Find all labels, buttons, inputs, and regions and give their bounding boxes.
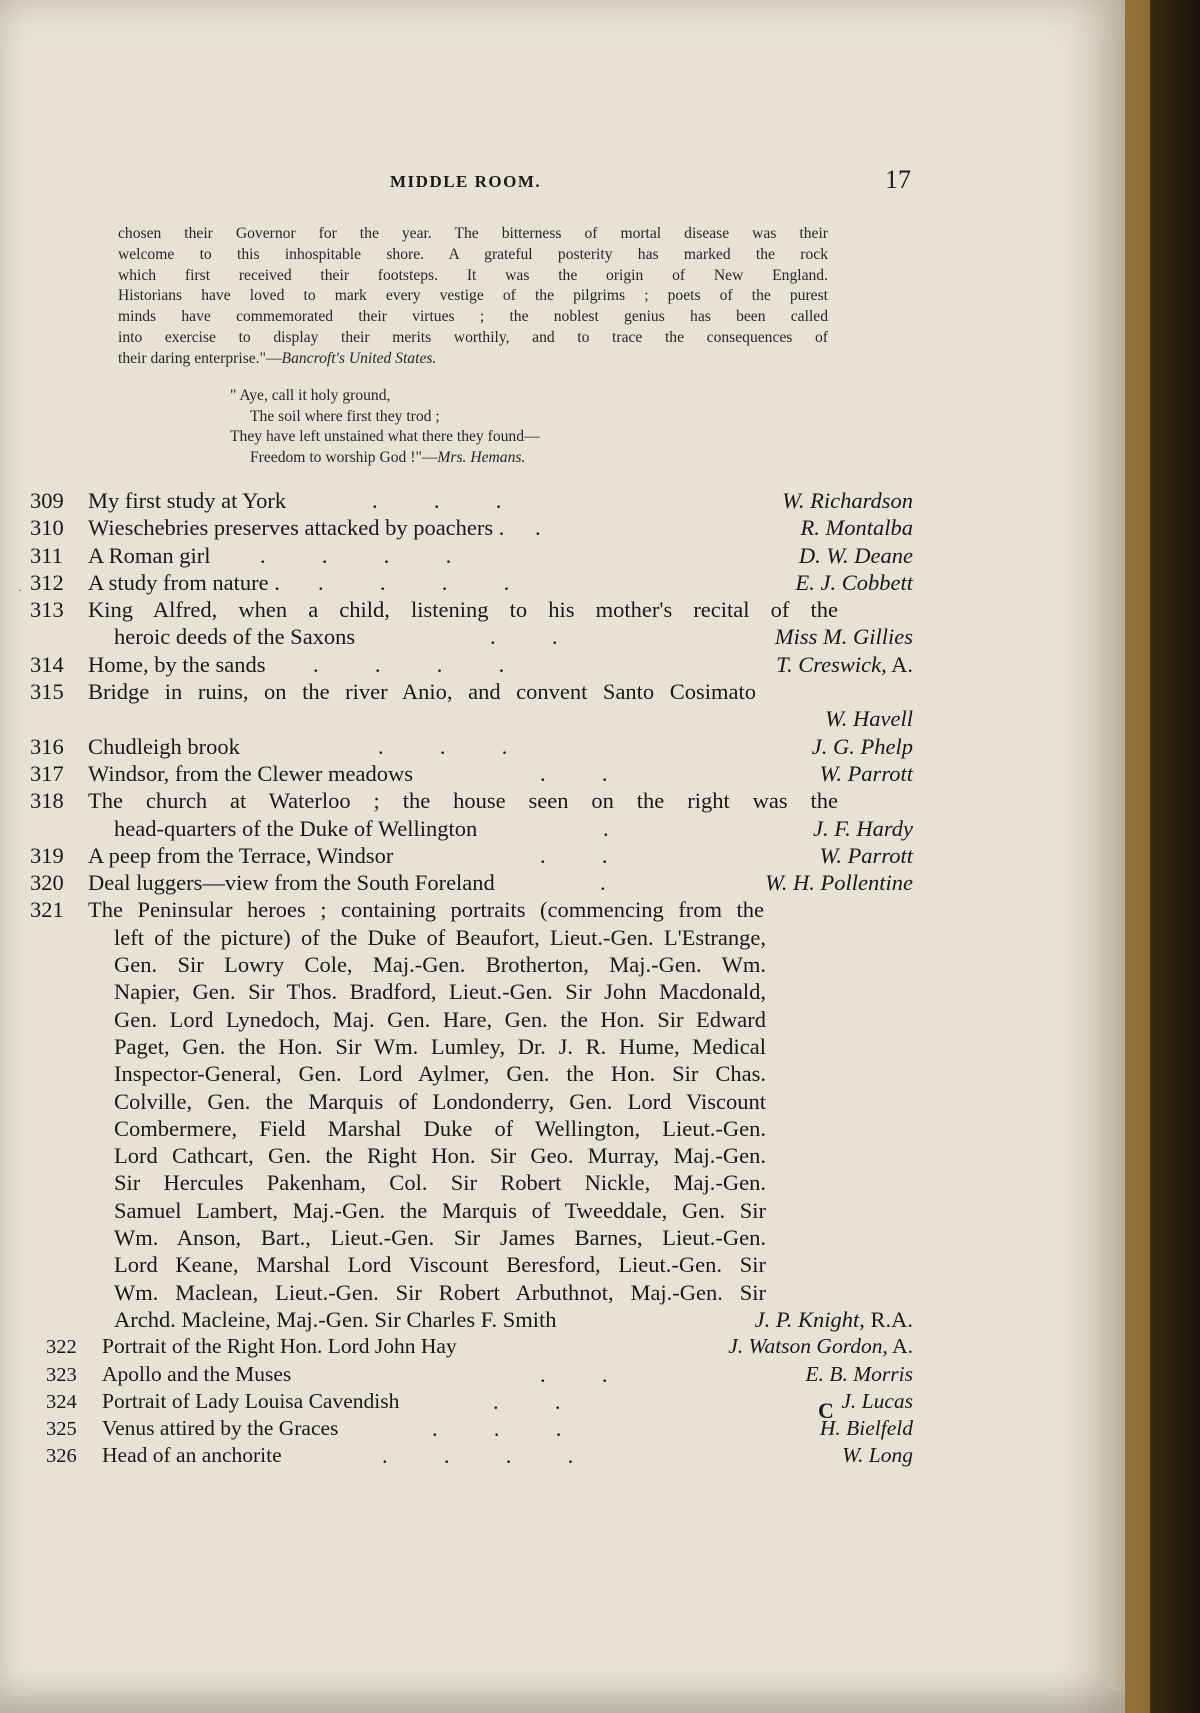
catalogue-entries [0, 488, 1125, 1471]
artist-name-text: R. Montalba [800, 515, 913, 541]
artist-name-text: W. Parrott [819, 760, 913, 786]
entry-title-line: Combermere, Field Marshal Duke of Wellington, Lieut.-Gen. [114, 1115, 766, 1141]
artist-name-text: W. Havell [825, 706, 913, 732]
entry-title-line: Gen. Lord Lynedoch, Maj. Gen. Hare, Gen. the Hon. Sir Edward [114, 1006, 766, 1032]
verse-line: They have left unstained what there they found— [230, 428, 540, 446]
artist-honorific: R.A. [864, 1306, 913, 1332]
artist-name [841, 1389, 913, 1414]
quote-source: Bancroft's United States. [281, 349, 437, 367]
artist-name-text: J. F. Hardy [813, 815, 913, 841]
catalogue-entry [0, 1362, 1125, 1389]
catalogue-entry [0, 679, 1125, 734]
margin-mark: · [18, 583, 22, 597]
quote-line: which first received their footsteps. It was the origin of New England. [118, 266, 828, 284]
leader-dots: . [600, 870, 606, 896]
entry-line [0, 624, 1125, 651]
entry-number: 315 [30, 679, 64, 705]
entry-title-line: left of the picture) of the Duke of Beaufort, Lieut.-Gen. L'Estrange, [114, 924, 766, 950]
artist-name [776, 652, 913, 678]
entry-title-line: Deal luggers—view from the South Foreland [88, 870, 495, 896]
artist-name-text: H. Bielfeld [819, 1416, 913, 1441]
entry-line [0, 1334, 1125, 1361]
entry-number: 319 [30, 842, 64, 868]
entry-line [0, 1362, 1125, 1389]
artist-name-text: J. Watson Gordon, [728, 1334, 888, 1359]
entry-title-line: Portrait of the Right Hon. Lord John Hay [102, 1334, 457, 1359]
entry-title-line: King Alfred, when a child, listening to his mother's recital of the [88, 597, 838, 623]
entry-line [0, 1389, 1125, 1416]
verse-line: The soil where first they trod ; [250, 407, 440, 425]
entry-line [0, 1252, 1125, 1279]
entry-number: 310 [30, 515, 64, 541]
artist-name [825, 706, 913, 732]
artist-name [796, 570, 913, 596]
leader-dots: . . [490, 624, 558, 650]
entry-number: 325 [46, 1418, 77, 1441]
quote-line: minds have commemorated their virtues ; the noblest genius has been called [118, 308, 828, 326]
artist-name [842, 1443, 913, 1468]
prose-quotation [118, 224, 828, 370]
entry-line [0, 1170, 1125, 1197]
entry-line [0, 952, 1125, 979]
artist-name [812, 734, 913, 760]
page-number: 17 [885, 165, 911, 194]
catalogue-entry [0, 652, 1125, 679]
entry-title-line: Inspector-General, Gen. Lord Aylmer, Gen. the Hon. Sir Chas. [114, 1061, 766, 1087]
artist-name-text: J. G. Phelp [811, 733, 913, 759]
entry-number: 316 [30, 733, 64, 759]
leader-dots: . . [493, 1388, 561, 1414]
leader-dots: . . . . [318, 569, 510, 595]
entry-line [0, 761, 1125, 788]
entry-line [0, 1198, 1125, 1225]
entry-line [0, 734, 1125, 761]
entry-line [0, 816, 1125, 843]
leader-dots: . [603, 815, 609, 841]
entry-title-line: A peep from the Terrace, Windsor [88, 842, 394, 868]
entry-line [0, 1307, 1125, 1334]
leader-dots: . . . [378, 733, 508, 759]
artist-name [755, 1307, 913, 1333]
leader-dots: . . . . [313, 651, 505, 677]
book-binding-edge [1150, 0, 1200, 1713]
artist-name [806, 1362, 914, 1387]
entry-title-line: My first study at York [88, 488, 287, 513]
entry-title-line: Windsor, from the Clewer meadows [88, 760, 413, 786]
entry-number: 322 [46, 1336, 77, 1359]
artist-name-text: W. Long [842, 1443, 913, 1468]
catalogue-entry [0, 570, 1125, 597]
entry-line [0, 1416, 1125, 1443]
entry-number: 313 [30, 597, 64, 623]
artist-name-text: D. W. Deane [798, 542, 913, 568]
entry-line [0, 570, 1125, 597]
artist-name [782, 488, 913, 514]
entry-line [0, 1034, 1125, 1061]
entry-line [0, 515, 1125, 542]
catalogue-entry [0, 597, 1125, 652]
entry-title-line: Archd. Macleine, Maj.-Gen. Sir Charles F. Smith [114, 1306, 557, 1332]
artist-name-text: J. P. Knight, [754, 1306, 865, 1332]
entry-title-line: A study from nature . [88, 569, 280, 595]
entry-title-line: Chudleigh brook [88, 733, 240, 759]
entry-title-line: Portrait of Lady Louisa Cavendish [102, 1388, 400, 1413]
quote-line: into exercise to display their merits worthily, and to trace the consequences of [118, 328, 828, 346]
entry-line [0, 679, 1125, 706]
entry-number: 317 [30, 760, 64, 786]
entry-title-line: head-quarters of the Duke of Wellington [114, 815, 478, 841]
artist-name [728, 1334, 913, 1359]
entry-line [0, 1143, 1125, 1170]
entry-title-line: Sir Hercules Pakenham, Col. Sir Robert Nickle, Maj.-Gen. [114, 1170, 766, 1196]
entry-line [0, 1225, 1125, 1252]
leader-dots: . . . . [382, 1443, 574, 1469]
entry-number: 309 [30, 488, 64, 513]
entry-title-line: Venus attired by the Graces [102, 1416, 339, 1441]
leader-dots: . . . . [260, 542, 452, 568]
catalogue-entry [0, 897, 1125, 1334]
artist-name [820, 843, 913, 869]
artist-name-text: W. H. Pollentine [765, 870, 913, 896]
entry-number: 324 [46, 1390, 77, 1413]
leader-dots: . . [540, 842, 608, 868]
verse-quotation [230, 386, 710, 468]
artist-name [775, 624, 913, 650]
verse-author: Mrs. Hemans. [437, 448, 526, 466]
page-header [0, 165, 1125, 198]
artist-name-text: J. Lucas [841, 1388, 913, 1413]
artist-name [813, 816, 913, 842]
entry-line [0, 788, 1125, 815]
catalogue-entry [0, 543, 1125, 570]
artist-name-text: T. Creswick, [776, 651, 887, 677]
artist-name-text: W. Richardson [782, 488, 913, 513]
entry-number: 311 [30, 542, 63, 568]
entry-number: 312 [30, 569, 64, 595]
leader-dots: . . [540, 760, 608, 786]
quote-line: chosen their Governor for the year. The bitterness of mortal disease was their [118, 225, 828, 242]
leader-dots: . [535, 515, 541, 541]
catalogue-entry [0, 1443, 1125, 1470]
quote-line: welcome to this inhospitable shore. A grateful posterity has marked the rock [118, 245, 828, 263]
entry-title-line: Home, by the sands [88, 651, 266, 677]
leader-dots: . . . [372, 488, 502, 513]
entry-title-line: The Peninsular heroes ; containing portraits (commencing from the [88, 897, 764, 923]
entry-line [0, 1007, 1125, 1034]
quote-line-last [118, 349, 828, 370]
entry-line [0, 870, 1125, 897]
leader-dots: . . [540, 1361, 608, 1387]
catalogue-entry [0, 843, 1125, 870]
artist-name [801, 515, 914, 541]
entry-line [0, 1443, 1125, 1470]
catalogue-entry [0, 1416, 1125, 1443]
entry-number: 326 [46, 1445, 77, 1468]
entry-title-line: Lord Keane, Marshal Lord Viscount Beresford, Lieut.-Gen. Sir [114, 1252, 766, 1278]
quote-line: Historians have loved to mark every vestige of the pilgrims ; poets of the purest [118, 287, 828, 305]
entry-title-line: Wm. Maclean, Lieut.-Gen. Sir Robert Arbuthnot, Maj.-Gen. Sir [114, 1279, 766, 1305]
entry-line [0, 488, 1125, 515]
artist-name [799, 543, 913, 569]
catalogue-entry [0, 1389, 1125, 1416]
catalogue-entry [0, 734, 1125, 761]
entry-title-line: Wm. Anson, Bart., Lieut.-Gen. Sir James Barnes, Lieut.-Gen. [114, 1225, 766, 1251]
entry-line [0, 597, 1125, 624]
entry-line [0, 706, 1125, 733]
catalogue-entry [0, 1334, 1125, 1361]
entry-line [0, 1280, 1125, 1307]
artist-name [765, 870, 913, 896]
catalogue-entry [0, 788, 1125, 843]
entry-title-line: Samuel Lambert, Maj.-Gen. the Marquis of Tweeddale, Gen. Sir [114, 1197, 766, 1223]
signature-mark: C [818, 1398, 834, 1423]
entry-line [0, 543, 1125, 570]
artist-name [820, 761, 913, 787]
verse-line-text: Freedom to worship God !"— [250, 448, 438, 466]
entry-title-line: Lord Cathcart, Gen. the Right Hon. Sir Geo. Murray, Maj.-Gen. [114, 1143, 766, 1169]
artist-name-text: E. J. Cobbett [795, 569, 913, 595]
entry-number: 314 [30, 651, 64, 677]
entry-title-line: A Roman girl [88, 542, 211, 568]
entry-line [0, 1089, 1125, 1116]
entry-line [0, 652, 1125, 679]
catalogue-entry [0, 870, 1125, 897]
entry-title-line: heroic deeds of the Saxons [114, 624, 356, 650]
entry-title-line: Napier, Gen. Sir Thos. Bradford, Lieut.-Gen. Sir John Macdonald, [114, 979, 766, 1005]
artist-honorific: A. [887, 1334, 913, 1359]
catalogue-entry [0, 761, 1125, 788]
catalogue-entry [0, 515, 1125, 542]
running-head: MIDDLE ROOM. [390, 172, 542, 191]
entry-title-line: Wieschebries preserves attacked by poachers . [88, 515, 505, 541]
catalogue-entry [0, 488, 1125, 515]
entry-title-line: Colville, Gen. the Marquis of Londonderry, Gen. Lord Viscount [114, 1088, 766, 1114]
entry-title-line: Bridge in ruins, on the river Anio, and convent Santo Cosimato [88, 679, 756, 705]
artist-name-text: W. Parrott [819, 842, 913, 868]
leader-dots: . . . [432, 1416, 562, 1442]
entry-line [0, 979, 1125, 1006]
entry-number: 320 [30, 870, 64, 896]
entry-line [0, 1061, 1125, 1088]
verse-line: " Aye, call it holy ground, [230, 387, 391, 404]
entry-number: 318 [30, 788, 64, 814]
entry-line [0, 897, 1125, 924]
entry-title-line: Apollo and the Muses [102, 1361, 292, 1386]
entry-title-line: The church at Waterloo ; the house seen on the right was the [88, 788, 838, 814]
entry-line [0, 925, 1125, 952]
artist-honorific: A. [886, 651, 913, 677]
entry-line [0, 843, 1125, 870]
verse-line-last [230, 448, 710, 469]
artist-name-text: E. B. Morris [805, 1361, 913, 1386]
entry-title-line: Head of an anchorite [102, 1443, 282, 1468]
entry-number: 321 [30, 897, 64, 923]
entry-line [0, 1116, 1125, 1143]
entry-title-line: Gen. Sir Lowry Cole, Maj.-Gen. Brotherton, Maj.-Gen. Wm. [114, 952, 766, 978]
entry-number: 323 [46, 1363, 77, 1386]
entry-title-line: Paget, Gen. the Hon. Sir Wm. Lumley, Dr. J. R. Hume, Medical [114, 1033, 766, 1059]
artist-name-text: Miss M. Gillies [774, 624, 913, 650]
quote-line-text: their daring enterprise."— [118, 349, 282, 367]
